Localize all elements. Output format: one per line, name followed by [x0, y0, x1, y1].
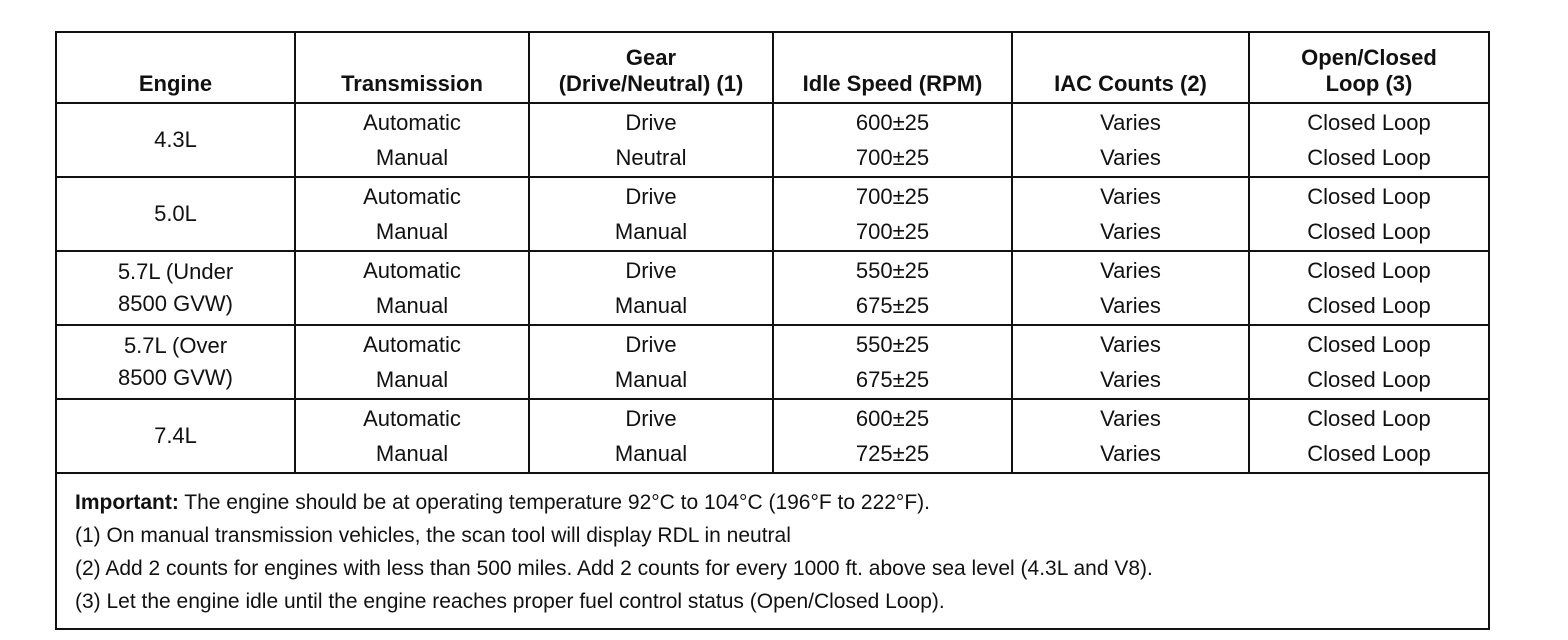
iac-counts-cell-line: Varies [1100, 367, 1161, 392]
transmission-cell-line: Manual [375, 145, 449, 170]
engine-header [56, 32, 295, 103]
engine-cell-line: 8500 GVW) [118, 365, 233, 390]
loop-cell [1249, 325, 1489, 399]
gear-cell-line: Manual [614, 367, 688, 392]
idle-speed-cell-line: 675±25 [855, 293, 930, 318]
notes-row [56, 473, 1489, 629]
gear-cell-line: Drive [625, 258, 677, 283]
idle-speed-cell-line: 700±25 [855, 184, 930, 209]
loop-cell [1249, 103, 1489, 177]
iac-counts-cell [1012, 103, 1249, 177]
engine-cell [56, 251, 295, 325]
loop-cell-line: Closed Loop [1307, 184, 1431, 209]
iac-counts-cell [1012, 177, 1249, 251]
transmission-cell-line: Manual [375, 367, 449, 392]
idle-speed-cell [773, 251, 1012, 325]
gear-cell-line: Manual [614, 293, 688, 318]
transmission-cell [295, 325, 529, 399]
important-text: The engine should be at operating temperature 92°C to 104°C (196°F to 222°F). [178, 491, 930, 514]
header-line: Engine [138, 71, 213, 96]
iac-counts-cell [1012, 325, 1249, 399]
transmission-cell-line: Automatic [363, 406, 461, 431]
gear-cell [529, 399, 773, 473]
gear-cell [529, 325, 773, 399]
footnote-1: (1) On manual transmission vehicles, the scan tool will display RDL in neutral [75, 524, 791, 547]
table-row [56, 103, 1489, 177]
gear-header [529, 32, 773, 103]
engine-cell [56, 325, 295, 399]
transmission-cell [295, 399, 529, 473]
loop-cell-line: Closed Loop [1307, 441, 1431, 466]
important-note [75, 486, 1488, 519]
engine-cell [56, 103, 295, 177]
header-line: IAC Counts (2) [1054, 71, 1207, 96]
loop-cell-line: Closed Loop [1307, 367, 1431, 392]
idle-speed-cell-line: 550±25 [855, 258, 930, 283]
iac-counts-header [1012, 32, 1249, 103]
footnote-2: (2) Add 2 counts for engines with less than 500 miles. Add 2 counts for every 1000 ft. above sea level (4.3L and V8). [75, 557, 1153, 580]
important-label: Important: [75, 491, 179, 514]
header-line: Transmission [341, 71, 483, 96]
loop-cell-line: Closed Loop [1307, 332, 1431, 357]
transmission-cell-line: Automatic [363, 332, 461, 357]
loop-cell-line: Closed Loop [1307, 258, 1431, 283]
loop-cell-line: Closed Loop [1307, 219, 1431, 244]
engine-cell-line: 4.3L [154, 127, 197, 152]
transmission-cell-line: Manual [375, 219, 449, 244]
header-line: Gear [625, 45, 677, 70]
loop-cell-line: Closed Loop [1307, 406, 1431, 431]
gear-cell [529, 103, 773, 177]
loop-cell [1249, 177, 1489, 251]
table-row [56, 177, 1489, 251]
loop-cell-line: Closed Loop [1307, 110, 1431, 135]
loop-cell-line: Closed Loop [1307, 145, 1431, 170]
table-row [56, 399, 1489, 473]
idle-speed-spec-table-container [55, 31, 1488, 630]
gear-cell-line: Manual [614, 441, 688, 466]
idle-speed-cell-line: 600±25 [855, 110, 930, 135]
header-row [56, 32, 1489, 103]
idle-speed-cell [773, 325, 1012, 399]
gear-cell [529, 251, 773, 325]
header-line: (Drive/Neutral) (1) [558, 71, 744, 96]
loop-cell-line: Closed Loop [1307, 293, 1431, 318]
idle-speed-cell-line: 700±25 [855, 219, 930, 244]
transmission-cell-line: Automatic [363, 110, 461, 135]
transmission-cell-line: Manual [375, 441, 449, 466]
loop-header [1249, 32, 1489, 103]
gear-cell-line: Drive [625, 110, 677, 135]
iac-counts-cell [1012, 251, 1249, 325]
gear-cell-line: Manual [614, 219, 688, 244]
idle-speed-spec-table [55, 31, 1490, 630]
engine-cell-line: 7.4L [154, 423, 197, 448]
table-row [56, 325, 1489, 399]
iac-counts-cell-line: Varies [1100, 145, 1161, 170]
transmission-cell [295, 103, 529, 177]
header-line: Idle Speed (RPM) [802, 71, 983, 96]
engine-cell-line: 8500 GVW) [118, 291, 233, 316]
transmission-cell-line: Manual [375, 293, 449, 318]
idle-speed-cell-line: 550±25 [855, 332, 930, 357]
engine-cell-line: 5.7L (Over [123, 333, 228, 358]
iac-counts-cell-line: Varies [1100, 332, 1161, 357]
gear-cell-line: Drive [625, 332, 677, 357]
transmission-cell-line: Automatic [363, 184, 461, 209]
engine-cell [56, 177, 295, 251]
loop-cell [1249, 399, 1489, 473]
idle-speed-cell-line: 675±25 [855, 367, 930, 392]
engine-cell-line: 5.7L (Under [117, 259, 234, 284]
idle-speed-cell-line: 725±25 [855, 441, 930, 466]
gear-cell [529, 177, 773, 251]
iac-counts-cell-line: Varies [1100, 258, 1161, 283]
table-row [56, 251, 1489, 325]
idle-speed-cell [773, 103, 1012, 177]
header-line: Open/Closed [1301, 45, 1437, 70]
gear-cell-line: Drive [625, 406, 677, 431]
iac-counts-cell-line: Varies [1100, 184, 1161, 209]
iac-counts-cell-line: Varies [1100, 219, 1161, 244]
transmission-cell-line: Automatic [363, 258, 461, 283]
idle-speed-cell [773, 399, 1012, 473]
iac-counts-cell-line: Varies [1100, 406, 1161, 431]
engine-cell [56, 399, 295, 473]
idle-speed-cell [773, 177, 1012, 251]
transmission-cell [295, 177, 529, 251]
iac-counts-cell-line: Varies [1100, 441, 1161, 466]
iac-counts-cell-line: Varies [1100, 110, 1161, 135]
iac-counts-cell [1012, 399, 1249, 473]
notes-cell [56, 473, 1489, 629]
transmission-header [295, 32, 529, 103]
footnote-3: (3) Let the engine idle until the engine reaches proper fuel control status (Open/Closed Loop). [75, 590, 945, 613]
transmission-cell [295, 251, 529, 325]
gear-cell-line: Neutral [615, 145, 687, 170]
table-body [56, 103, 1489, 629]
idle-speed-header [773, 32, 1012, 103]
idle-speed-cell-line: 700±25 [855, 145, 930, 170]
engine-cell-line: 5.0L [154, 201, 197, 226]
header-line: Loop (3) [1325, 71, 1413, 96]
iac-counts-cell-line: Varies [1100, 293, 1161, 318]
loop-cell [1249, 251, 1489, 325]
gear-cell-line: Drive [625, 184, 677, 209]
idle-speed-cell-line: 600±25 [855, 406, 930, 431]
